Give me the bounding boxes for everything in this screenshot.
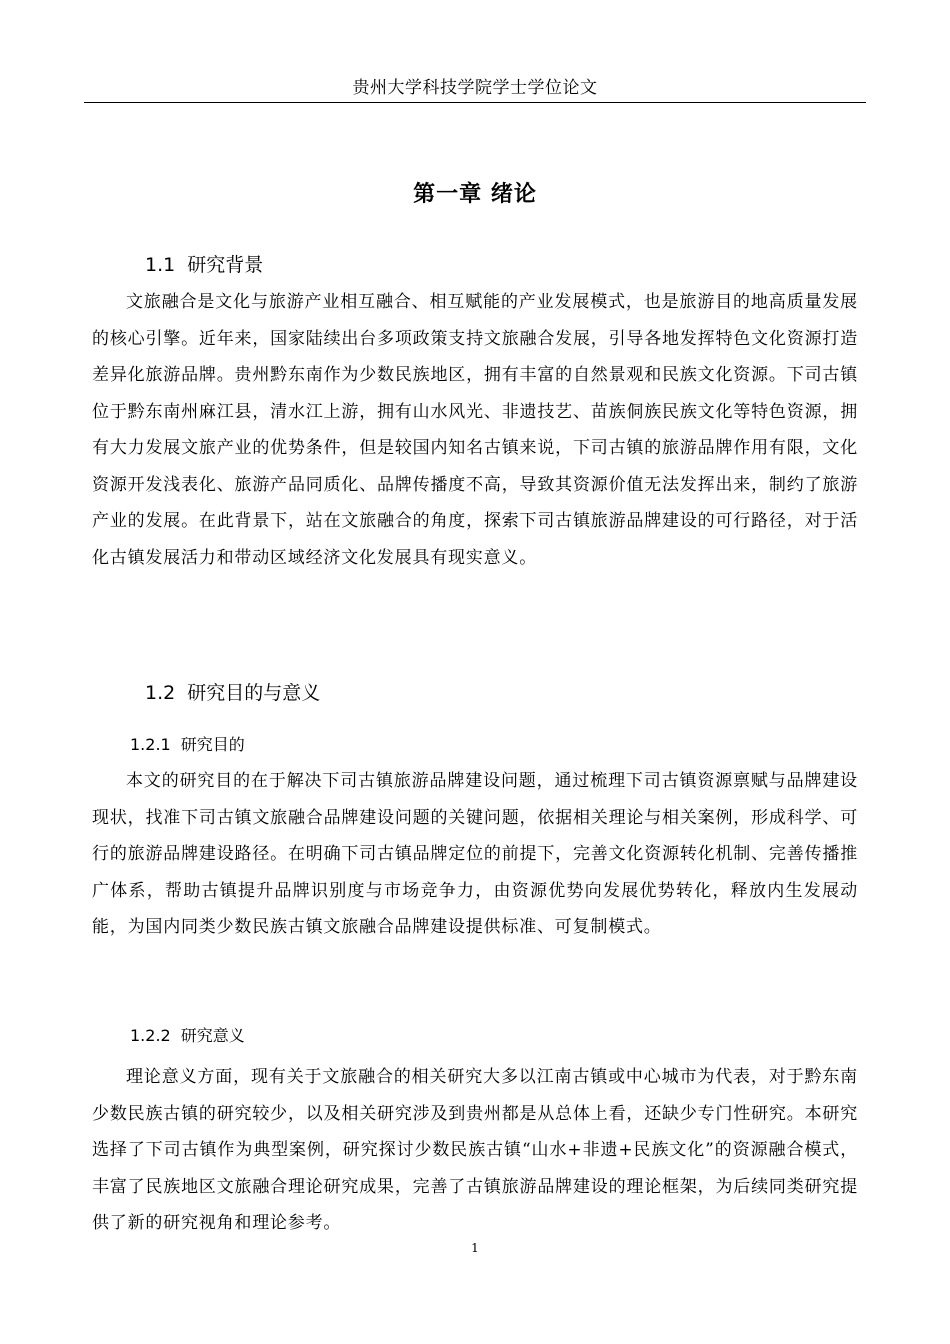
section-heading-purpose-significance <box>145 679 320 707</box>
section-title: 研究背景 <box>187 254 264 276</box>
section-heading-background <box>145 251 263 279</box>
subsection-title: 研究目的 <box>180 735 245 754</box>
section-number: 1.1 <box>145 254 176 276</box>
page-number: 1 <box>471 1241 479 1255</box>
subsection-number: 1.2.1 <box>130 735 171 754</box>
paragraph-background: 文旅融合是文化与旅游产业相互融合、相互赋能的产业发展模式，也是旅游目的地高质量发展的核心引擎。近年来，国家陆续出台多项政策支持文旅融合发展，引导各地发挥特色文化资源打造差异化旅游品牌。贵州黔东南作为少数民族地区，拥有丰富的自然景观和民族文化资源。下司古镇位于黔东南州麻江县，清水江上游，拥有山水风光、非遗技艺、苗族侗族民族文化等特色资源，拥有大力发展文旅产业的优势条件，但是较国内知名古镇来说，下司古镇的旅游品牌作用有限，文化资源开发浅表化、旅游产品同质化、品牌传播度不高，导致其资源价值无法发挥出来，制约了旅游产业的发展。在此背景下，站在文旅融合的角度，探索下司古镇旅游品牌建设的可行路径，对于活化古镇发展活力和带动区域经济文化发展具有现实意义。 <box>92 292 858 568</box>
subsection-heading-significance <box>130 1024 245 1048</box>
section-number: 1.2 <box>145 682 176 704</box>
paragraph-purpose: 本文的研究目的在于解决下司古镇旅游品牌建设问题，通过梳理下司古镇资源禀赋与品牌建设现状，找准下司古镇文旅融合品牌建设问题的关键问题，依据相关理论与相关案例，形成科学、可行的旅游品牌建设路径。在明确下司古镇品牌定位的前提下，完善文化资源转化机制、完善传播推广体系，帮助古镇提升品牌识别度与市场竞争力，由资源优势向发展优势转化，释放内生发展动能，为国内同类少数民族古镇文旅融合品牌建设提供标准、可复制模式。 <box>92 771 858 937</box>
subsection-heading-purpose <box>130 733 245 757</box>
chapter-title: 第一章 绪论 <box>413 182 537 207</box>
paragraph-significance: 理论意义方面，现有关于文旅融合的相关研究大多以江南古镇或中心城市为代表，对于黔东南少数民族古镇的研究较少，以及相关研究涉及到贵州都是从总体上看，还缺少专门性研究。本研究选择了下司古镇作为典型案例，研究探讨少数民族古镇“山水+非遗+民族文化”的资源融合模式，丰富了民族地区文旅融合理论研究成果，完善了古镇旅游品牌建设的理论框架，为后续同类研究提供了新的研究视角和理论参考。 <box>92 1067 858 1233</box>
running-header: 贵州大学科技学院学士学位论文 <box>352 78 598 98</box>
section-title: 研究目的与意义 <box>187 682 321 704</box>
subsection-title: 研究意义 <box>180 1026 245 1045</box>
header-rule <box>84 102 866 103</box>
subsection-number: 1.2.2 <box>130 1026 171 1045</box>
